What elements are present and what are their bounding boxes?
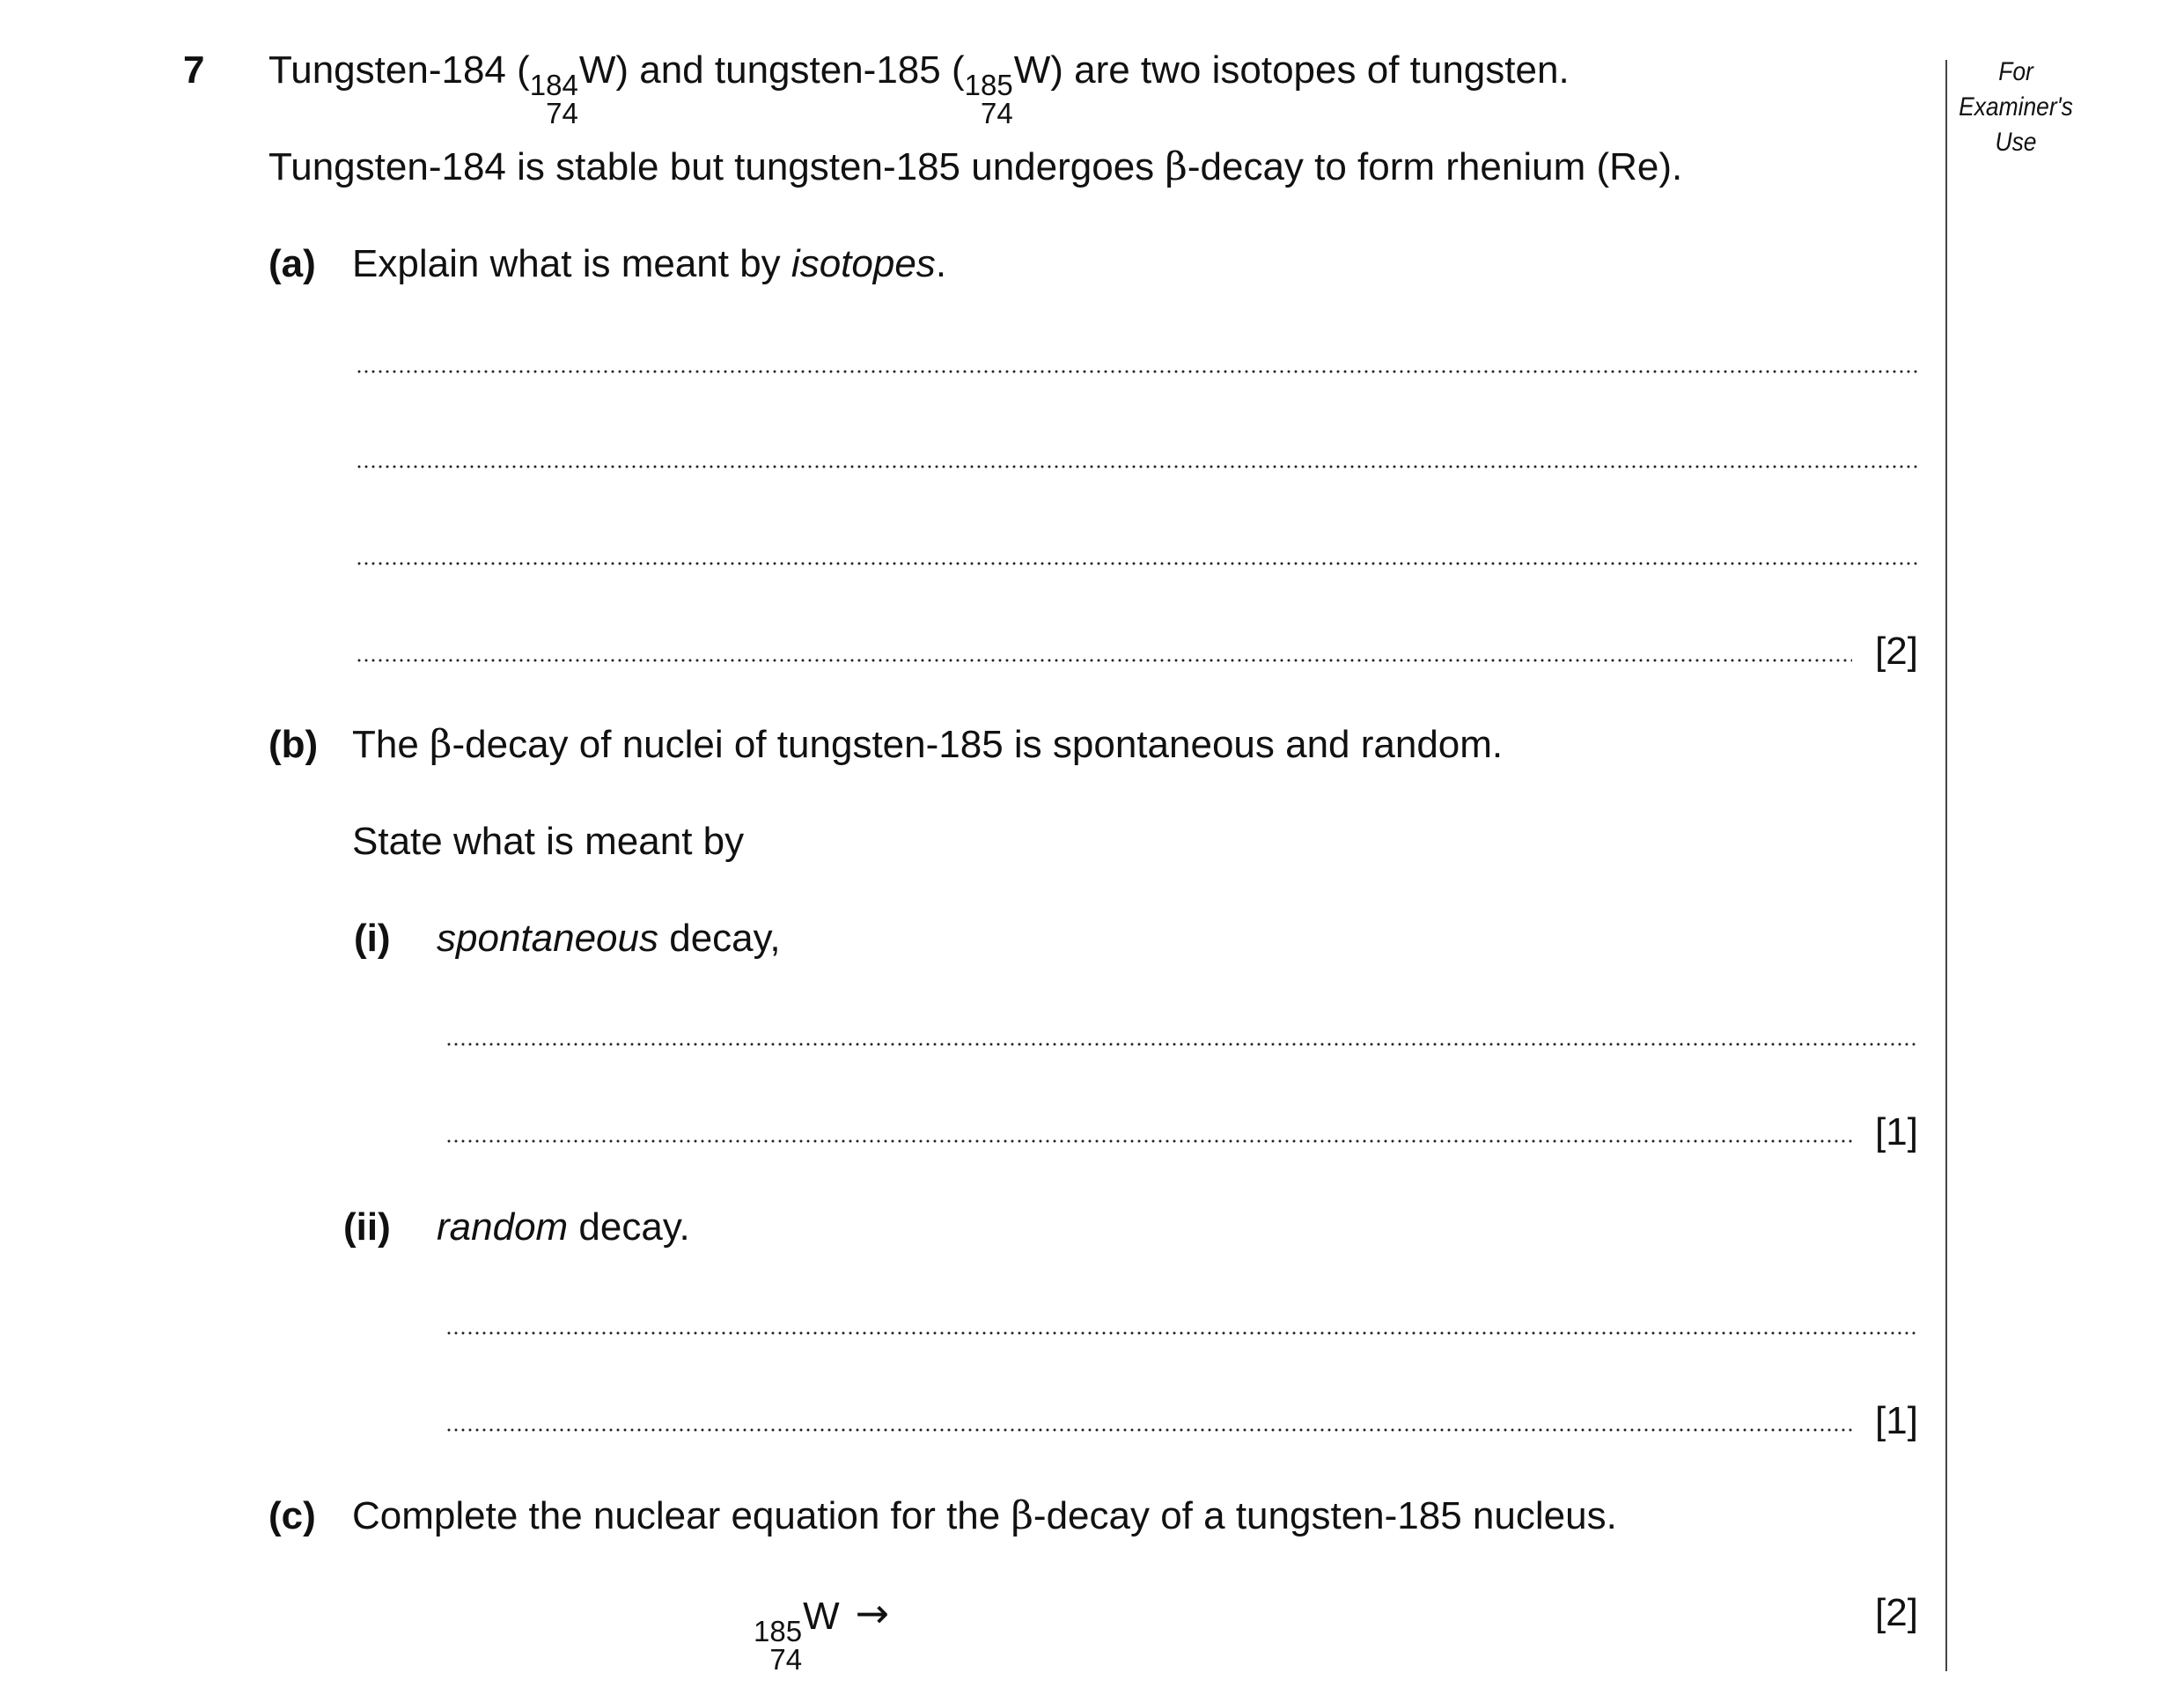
nuclear-equation: [754, 1588, 889, 1674]
examiner-use-label: [1946, 55, 2085, 160]
answer-line-a2[interactable]: [356, 465, 1919, 468]
context-text: Tungsten-184 is stable but tungsten-185 undergoes: [268, 145, 1166, 188]
examiner-text-line: Examiner's: [1959, 92, 2073, 122]
prompt-text: .: [935, 242, 947, 285]
statement-text: The: [352, 723, 430, 766]
part-b-label: (b): [268, 723, 319, 766]
prompt-text: Explain what is meant by: [352, 242, 791, 285]
term-isotopes: isotopes: [791, 242, 936, 285]
mass-number: 184: [529, 69, 578, 101]
element-symbol: W: [803, 1595, 840, 1638]
part-b-i-prompt: [437, 914, 781, 963]
mass-number: 185: [964, 69, 1013, 101]
part-c-label: (c): [268, 1494, 316, 1537]
term-spontaneous: spontaneous: [437, 917, 658, 960]
prompt-text: decay,: [658, 917, 781, 960]
answer-line-a1[interactable]: [356, 370, 1919, 373]
element-symbol: W: [578, 48, 616, 92]
context-text: -decay to form rhenium (Re).: [1187, 145, 1683, 188]
examiner-text-line: For: [1998, 57, 2033, 86]
marks-b-ii: [1]: [1875, 1399, 1918, 1442]
part-a-prompt: [352, 240, 946, 289]
prompt-text: decay.: [568, 1205, 690, 1249]
part-a-label: (a): [268, 242, 316, 285]
part-b-statement: [352, 720, 1503, 770]
part-b-state: State what is meant by: [352, 820, 745, 863]
marks-b-i: [1]: [1875, 1110, 1918, 1153]
nuclide-w184: [530, 46, 616, 128]
part-b-ii-label: (ii): [343, 1205, 391, 1249]
prompt-text: -decay of a tungsten-185 nucleus.: [1033, 1494, 1617, 1537]
beta-symbol: β: [1011, 1493, 1033, 1538]
answer-line-a3[interactable]: [356, 562, 1919, 565]
beta-symbol: β: [1165, 144, 1188, 189]
answer-line-a4[interactable]: [356, 659, 1852, 662]
examiner-margin-rule: [1945, 60, 1947, 1671]
marks-a: [2]: [1875, 630, 1918, 673]
answer-line-bii1[interactable]: [445, 1331, 1919, 1335]
question-number: 7: [183, 48, 205, 92]
mass-number: 185: [754, 1615, 803, 1647]
right-arrow-icon: →: [855, 1589, 890, 1637]
atomic-number: 74: [769, 1643, 803, 1676]
beta-symbol: β: [430, 722, 452, 767]
examiner-text-line: Use: [1995, 128, 2037, 157]
marks-c: [2]: [1875, 1591, 1918, 1634]
part-b-i-label: (i): [354, 917, 391, 960]
part-c-prompt: [352, 1492, 1617, 1541]
atomic-number: 74: [980, 97, 1013, 129]
question-context: [268, 143, 1682, 192]
answer-line-bi1[interactable]: [445, 1043, 1919, 1046]
intro-text-2: ) and tungsten-185 (: [615, 48, 965, 92]
term-random: random: [437, 1205, 569, 1249]
intro-text-3: ) are two isotopes of tungsten.: [1050, 48, 1570, 92]
element-symbol: W: [1013, 48, 1051, 92]
answer-line-bi2[interactable]: [445, 1139, 1852, 1143]
statement-text: -decay of nuclei of tungsten-185 is spontaneous and random.: [452, 723, 1504, 766]
intro-text-1: Tungsten-184 (: [268, 48, 530, 92]
atomic-number: 74: [546, 97, 578, 129]
nuclide-w185: [965, 46, 1051, 128]
answer-line-bii2[interactable]: [445, 1428, 1852, 1432]
part-b-ii-prompt: [437, 1203, 690, 1252]
prompt-text: Complete the nuclear equation for the: [352, 1494, 1011, 1537]
question-intro: [268, 46, 1570, 128]
nuclide-w185-equation: [754, 1592, 840, 1674]
